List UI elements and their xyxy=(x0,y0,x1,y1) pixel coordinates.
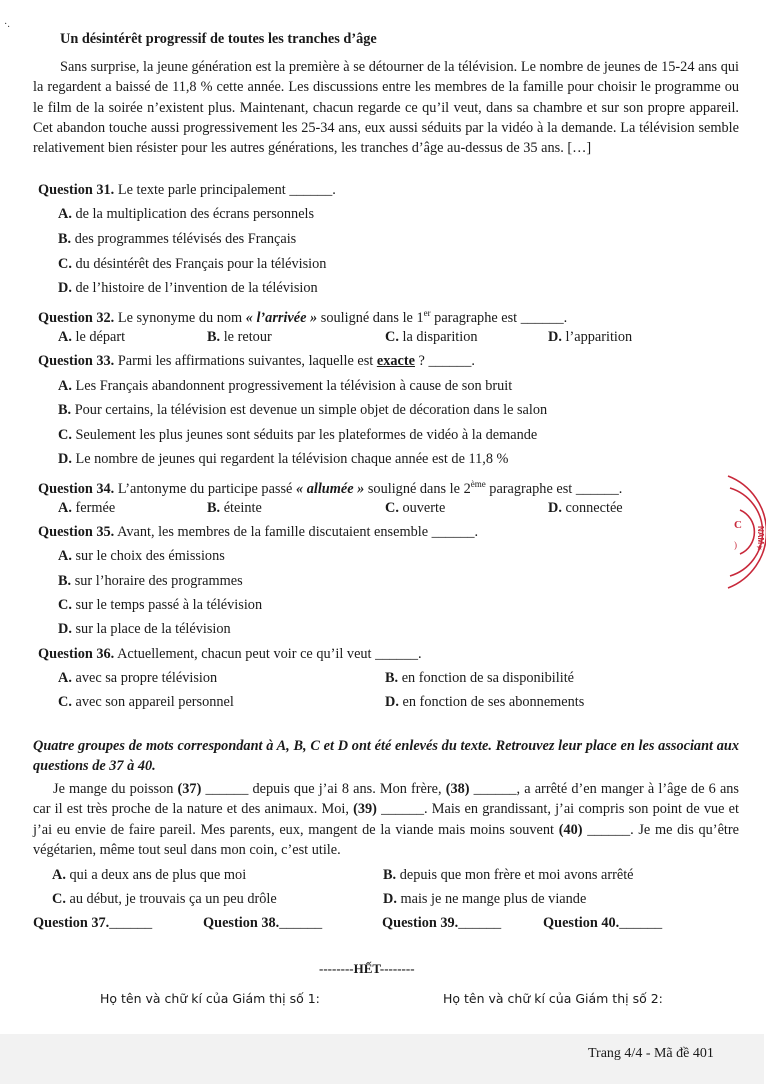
option-text: fermée xyxy=(75,500,116,516)
option-text: le retour xyxy=(223,329,272,345)
question-32-stem-pre: Le synonyme du nom xyxy=(117,309,246,326)
option-text: sur la place de la télévision xyxy=(75,621,231,637)
option-letter: D. xyxy=(58,280,72,296)
answer-40[interactable] xyxy=(543,914,662,932)
q34-option-d[interactable] xyxy=(548,499,623,517)
answer-38[interactable] xyxy=(203,914,322,932)
option-text: qui a deux ans de plus que moi xyxy=(69,867,247,883)
q32-option-b[interactable] xyxy=(207,328,272,346)
official-stamp xyxy=(700,470,766,594)
question-32-stem-post: paragraphe est ______. xyxy=(430,309,568,326)
option-letter: A. xyxy=(58,548,72,564)
option-letter: A. xyxy=(52,867,66,883)
cloze-part: ______ depuis que j’ai 8 ans. Mon frère, xyxy=(201,781,446,797)
question-34-stem-mid: souligné dans le 2 xyxy=(364,480,471,497)
option-text: éteinte xyxy=(223,500,262,516)
question-34-keyword: « allumée » xyxy=(295,480,365,497)
option-text: en fonction de sa disponibilité xyxy=(401,670,575,686)
q33-option-b[interactable] xyxy=(58,401,547,419)
option-text: avec sa propre télévision xyxy=(75,670,218,686)
question-33-stem-pre: Parmi les affirmations suivantes, laquelle est xyxy=(117,353,377,369)
passage-text: Sans surprise, la jeune génération est la première à se détourner de la télévision. Le nombre de jeunes de 15-24 ans qui la regardent a baissé de 11,8 % cette année. Les discussions entre les membres de la famille pour choisir le programme ou le film de la soirée n’existent plus. Maintenant, chacun regarde ce qu’il veut, dans sa chambre et sur son propre appareil. Cet abandon touche aussi progressivement les 25-34 ans, eux aussi séduits par la vidéo à la demande. La télévision semble relativement bien résister pour les autres générations, les tranches d’âge au-dessus de 35 ans. […] xyxy=(33,59,739,157)
page-footer: Trang 4/4 - Mã đề 401 xyxy=(588,1046,714,1061)
passage-title: Un désintérêt progressif de toutes les tranches d’âge xyxy=(60,31,377,47)
option-text: Seulement les plus jeunes sont séduits par les plateformes de vidéo à la demande xyxy=(75,427,538,443)
q31-option-d[interactable] xyxy=(58,279,318,297)
cloze-text xyxy=(33,779,739,860)
question-32-stem-mid: souligné dans le 1 xyxy=(317,309,424,326)
question-31-stem: Le texte parle principalement ______. xyxy=(117,182,336,198)
option-letter: B. xyxy=(385,670,399,686)
question-35 xyxy=(38,523,478,541)
answer-label: Question 38. xyxy=(203,915,280,931)
option-letter: B. xyxy=(58,573,72,589)
option-letter: C. xyxy=(58,256,72,272)
cloze-part: ______. Je me dis qu’être végétarien, même tout seul dans mon coin, c’est utile. xyxy=(33,821,739,858)
question-34-stem-pre: L’antonyme du participe passé xyxy=(117,480,296,497)
q31-option-b[interactable] xyxy=(58,230,296,248)
option-text: des programmes télévisés des Français xyxy=(74,231,297,247)
answer-blank: ______ xyxy=(279,915,323,931)
option-letter: D. xyxy=(385,694,399,710)
cloze-part: ______. Mais en grandissant, j’ai compris son point de vue et j’ai eu envie de faire pareil. Mes parents, eux, mangent de la viande mais moins souvent xyxy=(33,801,739,838)
cloze-part: Je mange du poisson xyxy=(53,781,178,797)
blank-38-number: (38) xyxy=(445,781,470,797)
blank-37-number: (37) xyxy=(177,781,202,797)
answer-label: Question 40. xyxy=(543,915,620,931)
stamp-letter: C xyxy=(734,519,742,531)
question-36-label: Question 36. xyxy=(38,646,115,662)
option-letter: A. xyxy=(58,378,72,394)
option-text: sur l’horaire des programmes xyxy=(74,573,243,589)
q33-option-c[interactable] xyxy=(58,426,537,444)
q33-option-d[interactable] xyxy=(58,450,508,468)
question-34-label: Question 34. xyxy=(38,480,115,497)
option-letter: C. xyxy=(58,427,72,443)
corner-mark: ·. xyxy=(4,19,10,30)
q36-option-a[interactable] xyxy=(58,669,217,687)
cloze-option-a[interactable] xyxy=(52,866,246,884)
cloze-option-b[interactable] xyxy=(383,866,634,884)
option-letter: B. xyxy=(207,500,221,516)
q35-option-b[interactable] xyxy=(58,572,243,590)
signature-label-2: Họ tên và chữ kí của Giám thị số 2: xyxy=(443,991,663,1006)
option-text: Pour certains, la télévision est devenue un simple objet de décoration dans le salon xyxy=(74,402,548,418)
q33-option-a[interactable] xyxy=(58,377,512,395)
option-letter: D. xyxy=(58,621,72,637)
blank-39-number: (39) xyxy=(353,801,377,818)
stamp-star: ★ xyxy=(756,543,764,552)
option-text: Le nombre de jeunes qui regardent la télévision chaque année est de 11,8 % xyxy=(75,451,509,467)
option-letter: A. xyxy=(58,500,72,516)
cloze-option-c[interactable] xyxy=(52,890,277,908)
question-34-sup: ème xyxy=(470,479,486,489)
q36-option-c[interactable] xyxy=(58,693,234,711)
question-34-stem-post: paragraphe est ______. xyxy=(485,480,623,497)
question-36 xyxy=(38,645,422,663)
option-letter: D. xyxy=(548,500,562,516)
q32-option-d[interactable] xyxy=(548,328,632,346)
q35-option-c[interactable] xyxy=(58,596,262,614)
option-text: de la multiplication des écrans personnels xyxy=(75,206,315,222)
option-letter: D. xyxy=(383,891,397,907)
option-text: Les Français abandonnent progressivement la télévision à cause de son bruit xyxy=(75,378,513,394)
option-letter: C. xyxy=(52,891,66,907)
q34-option-c[interactable] xyxy=(385,499,445,517)
option-letter: C. xyxy=(385,329,399,345)
cloze-instruction: Quatre groupes de mots correspondant à A, B, C et D ont été enlevés du texte. Retrouvez leur place en les associant aux questions de 37 à 40. xyxy=(33,738,739,775)
q35-option-a[interactable] xyxy=(58,547,225,565)
option-letter: D. xyxy=(548,329,562,345)
question-31-label: Question 31. xyxy=(38,182,115,198)
q34-option-b[interactable] xyxy=(207,499,262,517)
option-letter: B. xyxy=(58,402,72,418)
question-33-label: Question 33. xyxy=(38,353,115,369)
option-letter: A. xyxy=(58,206,72,222)
answer-37[interactable] xyxy=(33,914,152,932)
question-35-label: Question 35. xyxy=(38,524,115,540)
q34-option-a[interactable] xyxy=(58,499,115,517)
answer-blank: ______ xyxy=(109,915,153,931)
option-text: l’apparition xyxy=(565,329,633,345)
answer-label: Question 39. xyxy=(382,915,459,931)
question-35-stem: Avant, les membres de la famille discutaient ensemble ______. xyxy=(117,524,479,540)
option-text: avec son appareil personnel xyxy=(75,694,234,710)
answer-blank: ______ xyxy=(619,915,663,931)
question-32 xyxy=(38,304,567,327)
question-34 xyxy=(38,475,622,498)
signature-label-1: Họ tên và chữ kí của Giám thị số 1: xyxy=(100,991,320,1006)
q32-option-a[interactable] xyxy=(58,328,125,346)
question-32-sup: er xyxy=(423,308,431,318)
option-text: sur le temps passé à la télévision xyxy=(75,597,263,613)
option-letter: B. xyxy=(58,231,72,247)
cloze-option-d[interactable] xyxy=(383,890,586,908)
q31-option-a[interactable] xyxy=(58,205,314,223)
option-text: au début, je trouvais ça un peu drôle xyxy=(69,891,277,907)
question-32-keyword: « l’arrivée » xyxy=(245,309,318,326)
option-letter: C. xyxy=(58,597,72,613)
option-text: la disparition xyxy=(402,329,478,345)
option-text: mais je ne mange plus de viande xyxy=(400,891,587,907)
option-text: de l’histoire de l’invention de la télévision xyxy=(75,280,318,296)
answer-blank: ______ xyxy=(458,915,502,931)
option-text: du désintérêt des Français pour la télévision xyxy=(75,256,327,272)
option-text: sur le choix des émissions xyxy=(75,548,225,564)
question-31 xyxy=(38,181,336,199)
option-text: connectée xyxy=(565,500,623,516)
end-marker: --------HẾT-------- xyxy=(319,961,415,976)
cloze-part: ______, a arrêté d’en manger à l’âge de 6 ans car il est très proche de la nature et des animaux. Moi, xyxy=(33,781,739,818)
question-33-keyword: exacte xyxy=(376,353,415,369)
option-letter: D. xyxy=(58,451,72,467)
option-letter: A. xyxy=(58,329,72,345)
option-text: en fonction de ses abonnements xyxy=(402,694,585,710)
stamp-text: NAM xyxy=(756,526,765,545)
option-letter: C. xyxy=(58,694,72,710)
option-text: ouverte xyxy=(402,500,446,516)
question-36-stem: Actuellement, chacun peut voir ce qu’il veut ______. xyxy=(117,646,422,662)
option-letter: C. xyxy=(385,500,399,516)
option-letter: B. xyxy=(383,867,397,883)
answer-label: Question 37. xyxy=(33,915,110,931)
q36-option-d[interactable] xyxy=(385,693,584,711)
option-text: depuis que mon frère et moi avons arrêté xyxy=(399,867,634,883)
option-text: le départ xyxy=(75,329,126,345)
option-letter: A. xyxy=(58,670,72,686)
blank-40-number: (40) xyxy=(558,821,583,838)
q31-option-c[interactable] xyxy=(58,255,326,273)
option-letter: B. xyxy=(207,329,221,345)
q32-option-c[interactable] xyxy=(385,328,478,346)
stamp-mark: ) xyxy=(734,540,737,550)
answer-39[interactable] xyxy=(382,914,501,932)
q36-option-b[interactable] xyxy=(385,669,574,687)
q35-option-d[interactable] xyxy=(58,620,231,638)
question-33 xyxy=(38,352,475,370)
question-33-stem-post: ? ______. xyxy=(414,353,475,369)
stamp-center-arc xyxy=(740,510,754,554)
question-32-label: Question 32. xyxy=(38,309,115,326)
